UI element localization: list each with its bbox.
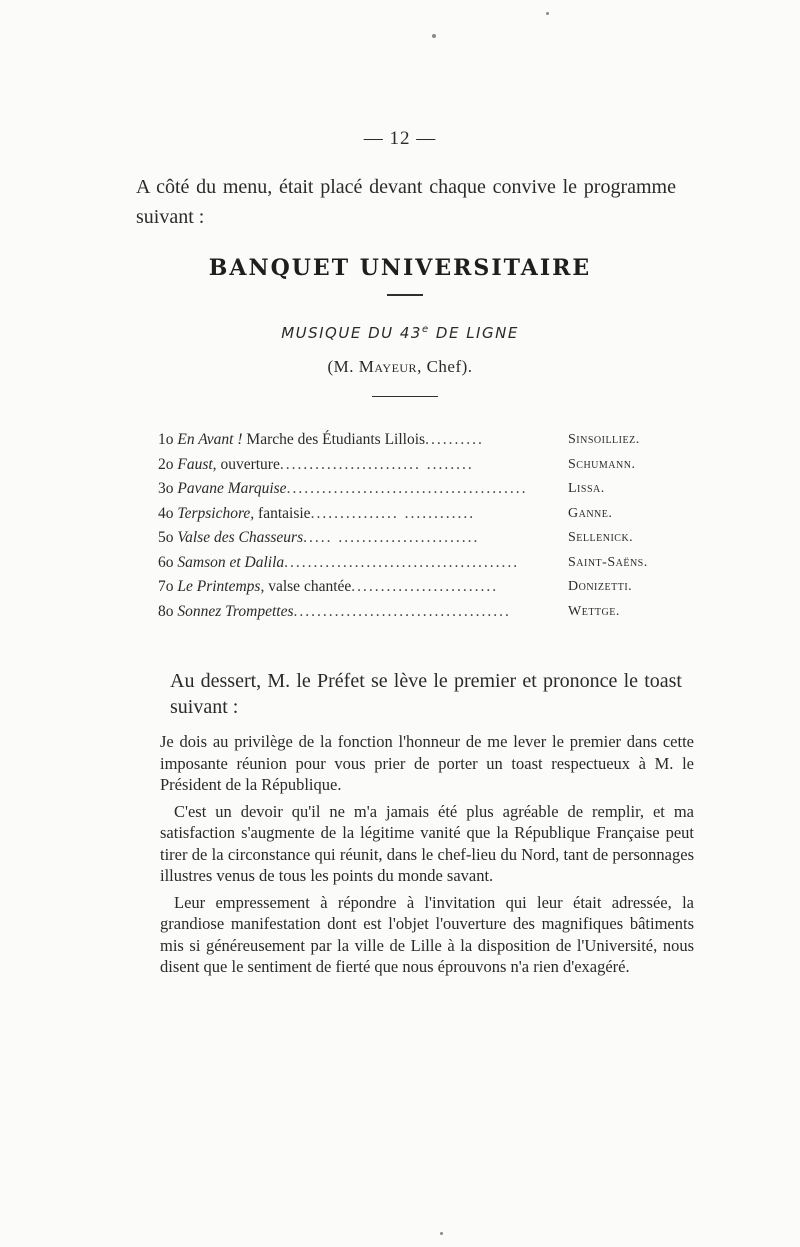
toast-paragraph: C'est un devoir qu'il ne m'a jamais été plus agréable de remplir, et ma satisfaction s'augmente de la légitime vanité que la République Française peut tirer de la circonstance qui réunit, dans le chef-lieu du Nord, tant de personnages illustres venus de tous les points du monde savant. xyxy=(160,801,694,885)
program-number: 6o xyxy=(158,553,174,571)
program-subtitle: fantaisie xyxy=(254,504,311,522)
program-leader-dots: ......................................... xyxy=(286,480,528,497)
program-number: 5o xyxy=(158,529,174,546)
program-item-left xyxy=(158,428,558,453)
dessert-paragraph: Au dessert, M. le Préfet se lève le premier et prononce le toast suivant : xyxy=(170,670,682,718)
program-item xyxy=(158,575,668,600)
program-number: 3o xyxy=(158,480,174,497)
page-number: — 12 — xyxy=(363,128,437,149)
program-leader-dots: ........................ ........ xyxy=(279,455,474,473)
program-item-left xyxy=(158,575,558,600)
program-composer: Saint-Saëns. xyxy=(568,554,648,570)
program-title: Faust, xyxy=(177,455,217,473)
music-chef: (M. Mayeur, Chef). xyxy=(327,357,473,376)
program-title: Sonnez Trompettes xyxy=(177,602,294,620)
program-item xyxy=(158,502,668,527)
program-leader-dots: ........................................ xyxy=(284,553,520,571)
program-title: Pavane Marquise xyxy=(177,480,287,497)
program-item xyxy=(158,428,668,453)
program-list xyxy=(158,428,668,624)
section-divider xyxy=(372,396,438,397)
program-composer: Wettge. xyxy=(568,603,620,619)
program-composer: Sinsoilliez. xyxy=(568,432,640,447)
paper-speck xyxy=(432,34,436,38)
program-title: Valse des Chasseurs xyxy=(177,529,304,546)
program-number: 7o xyxy=(158,578,174,595)
program-subtitle: Marche des Étudiants Lillois xyxy=(242,431,426,448)
program-title: Le Printemps, xyxy=(177,578,265,595)
ordinal-suffix: e xyxy=(421,324,430,335)
program-composer: Schumann. xyxy=(568,456,636,472)
program-title: En Avant ! xyxy=(177,431,243,448)
program-item-left xyxy=(158,526,558,551)
program-title: Samson et Dalila xyxy=(177,553,285,571)
program-item-left xyxy=(158,477,558,502)
program-leader-dots: ..... ........................ xyxy=(303,529,480,546)
program-subtitle: ouverture xyxy=(216,455,280,473)
program-number: 1o xyxy=(158,431,174,448)
music-title: MUSIQUE DU 43e DE LIGNE xyxy=(281,324,519,342)
program-number: 4o xyxy=(158,504,174,522)
program-leader-dots: ............... ............ xyxy=(310,504,476,522)
program-composer: Lissa. xyxy=(568,481,605,496)
chef-name: Mayeur xyxy=(358,357,418,376)
banquet-title: BANQUET UNIVERSITAIRE xyxy=(208,255,592,281)
title-divider xyxy=(387,294,423,296)
program-item xyxy=(158,453,668,478)
toast-paragraph: Je dois au privilège de la fonction l'honneur de me lever le premier dans cette imposante réunion pour vous prier de porter un toast respectueux à M. le Président de la République. xyxy=(160,732,694,794)
program-composer: Ganne. xyxy=(568,505,613,521)
program-item xyxy=(158,526,668,551)
program-number: 2o xyxy=(158,455,174,473)
program-item-left xyxy=(158,551,558,576)
program-leader-dots: .......... xyxy=(425,431,484,448)
program-item-left xyxy=(158,502,558,527)
program-leader-dots: ..................................... xyxy=(293,602,511,620)
program-item-left xyxy=(158,453,558,478)
program-composer: Donizetti. xyxy=(568,579,633,594)
program-composer: Sellenick. xyxy=(568,530,634,545)
paper-speck xyxy=(546,12,549,15)
toast-speech xyxy=(160,731,694,983)
program-title: Terpsichore, xyxy=(177,504,255,522)
toast-paragraph: Leur empressement à répondre à l'invitation qui leur était adressée, la grandiose manifestation dont est l'objet l'ouverture des magnifiques bâtiments mis si généreusement par la ville de Lille à la disposition de l'Université, nous disent que le sentiment de fierté que nous éprouvons n'a rien d'exagéré. xyxy=(160,892,694,976)
program-item xyxy=(158,551,668,576)
program-number: 8o xyxy=(158,602,174,620)
program-leader-dots: ......................... xyxy=(351,578,499,595)
intro-paragraph: A côté du menu, était placé devant chaque convive le programme suivant : xyxy=(136,176,676,228)
program-item xyxy=(158,600,668,625)
program-item xyxy=(158,477,668,502)
paper-speck xyxy=(440,1232,443,1235)
program-item-left xyxy=(158,600,558,625)
program-subtitle: valse chantée xyxy=(264,578,352,595)
